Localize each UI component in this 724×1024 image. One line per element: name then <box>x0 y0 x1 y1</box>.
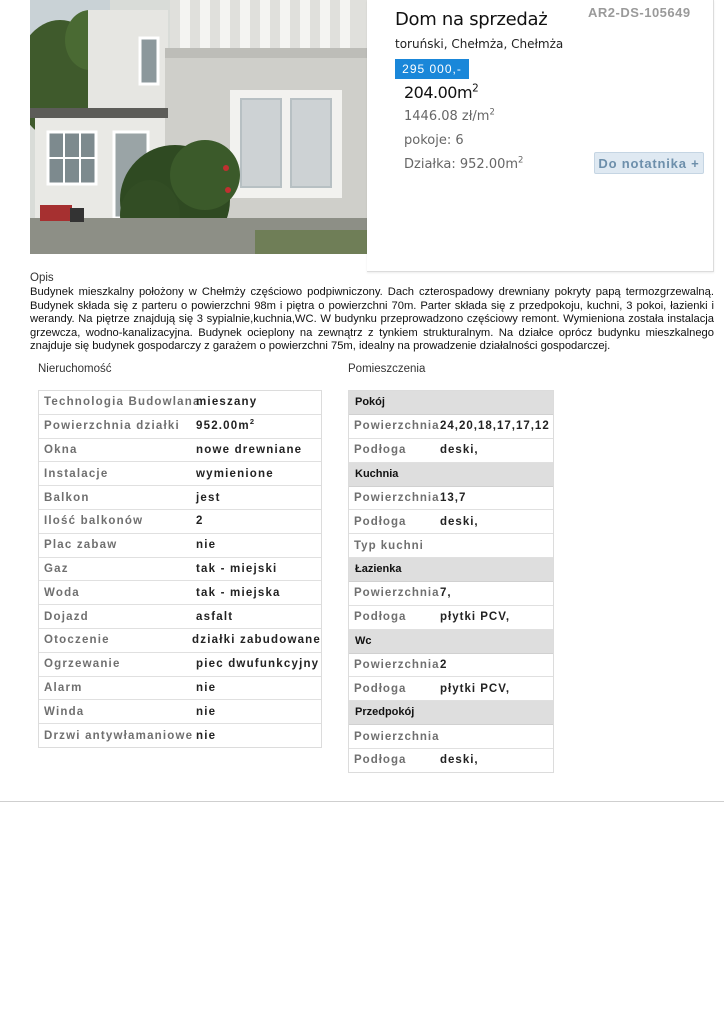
property-key: Powierzchnia działki <box>44 420 180 433</box>
table-row <box>349 582 553 606</box>
room-value: deski, <box>440 444 479 457</box>
area-unit-sup: 2 <box>472 82 479 95</box>
room-key: Powierzchnia <box>354 587 440 600</box>
room-value: płytki PCV, <box>440 611 511 624</box>
room-key: Typ kuchni <box>354 539 424 552</box>
plot-area-value: 952.00m <box>196 420 250 433</box>
room-key: Powierzchnia <box>354 658 440 671</box>
property-key: Alarm <box>44 681 83 694</box>
property-key: Winda <box>44 705 85 718</box>
description-label: Opis <box>30 272 54 284</box>
room-value: 2 <box>440 658 448 671</box>
table-row <box>349 415 553 439</box>
room-key: Powierzchnia <box>354 420 440 433</box>
table-row <box>349 606 553 630</box>
property-photo[interactable] <box>30 0 367 254</box>
property-value: nie <box>196 705 217 718</box>
property-key: Okna <box>44 443 78 456</box>
table-row <box>39 486 321 510</box>
table-row <box>39 391 321 415</box>
table-row <box>39 581 321 605</box>
table-row <box>39 724 321 747</box>
property-key: Ilość balkonów <box>44 515 144 528</box>
property-key: Dojazd <box>44 610 89 623</box>
table-row <box>39 510 321 534</box>
rooms-count: pokoje: 6 <box>404 133 464 148</box>
property-key: Ogrzewanie <box>44 658 121 671</box>
property-value: nowe drewniane <box>196 443 303 456</box>
table-row <box>349 439 553 463</box>
plot-area-unit-sup: 2 <box>249 417 256 427</box>
room-group-header: Łazienka <box>349 558 553 582</box>
add-to-notes-button[interactable]: Do notatnika + <box>594 152 704 174</box>
table-row <box>39 439 321 463</box>
table-row <box>39 677 321 701</box>
description-text: Budynek mieszkalny położony w Chełmży częściowo podpiwniczony. Dach czterospadowy drewniany pokryty papą termozgrzewalną. Budynek składa się z parteru o powierzchni 98m i piętra o powierzchni 70m. Parter składa się z przedpokoju, kuchni, 3 pokoi, łazienki i werandy. Na piętrze znajdują się 3 sypialnie,kuchnia,WC. W budynku przeprowadzono częściowy remont. Wymieniona została instalacja grzewcza, wodno-kanalizacyjna. Budynek ocieplony na zewnątrz z tynkiem strukturalnym. Na działce oprócz budynku mieszkalnego znajduje się budynek gospodarczy z garażem o powierzchni 75m, idealny na prowadzenie działalności gospodarczej. <box>30 286 714 353</box>
room-key: Powierzchnia <box>354 491 440 504</box>
property-value: nie <box>196 729 217 742</box>
table-row <box>349 510 553 534</box>
room-value: 24,20,18,17,17,12 <box>440 420 550 433</box>
room-value: deski, <box>440 754 479 767</box>
room-value: 7, <box>440 587 452 600</box>
price-per-square-meter <box>404 106 495 124</box>
ppm-value: 1446.08 zł/m <box>404 109 490 124</box>
plot-area <box>404 154 524 172</box>
room-key: Podłoga <box>354 611 407 624</box>
property-value: jest <box>196 491 221 504</box>
property-key: Otoczenie <box>44 634 110 647</box>
table-row <box>39 534 321 558</box>
table-row <box>349 749 553 772</box>
rooms-section-label: Pomieszczenia <box>348 363 426 375</box>
listing-area <box>404 83 478 102</box>
property-key: Instalacje <box>44 467 109 480</box>
table-row <box>39 653 321 677</box>
property-value: mieszany <box>196 396 258 409</box>
table-row <box>349 677 553 701</box>
plot-unit-sup: 2 <box>518 154 524 165</box>
area-value: 204.00m <box>404 83 473 102</box>
room-value: 13,7 <box>440 491 467 504</box>
property-value: nie <box>196 539 217 552</box>
property-key: Woda <box>44 586 80 599</box>
property-value: piec dwufunkcyjny <box>196 658 320 671</box>
room-key: Powierzchnia <box>354 730 440 743</box>
table-row <box>39 700 321 724</box>
table-row <box>39 558 321 582</box>
property-key: Gaz <box>44 562 69 575</box>
table-row <box>349 487 553 511</box>
room-key: Podłoga <box>354 754 407 767</box>
table-row <box>349 534 553 558</box>
property-value: tak - miejski <box>196 562 278 575</box>
table-row <box>39 605 321 629</box>
room-group-header: Kuchnia <box>349 463 553 487</box>
property-value: działki zabudowane <box>192 634 321 647</box>
ppm-unit-sup: 2 <box>489 106 495 117</box>
property-value: asfalt <box>196 610 234 623</box>
property-details-table <box>38 390 322 748</box>
room-key: Podłoga <box>354 444 407 457</box>
table-row <box>39 462 321 486</box>
room-value: deski, <box>440 515 479 528</box>
property-value: nie <box>196 681 217 694</box>
property-value: 2 <box>196 515 204 528</box>
property-value: tak - miejska <box>196 586 281 599</box>
property-value <box>196 417 256 433</box>
table-row <box>349 725 553 749</box>
property-key: Technologia Budowlana <box>44 396 201 409</box>
room-key: Podłoga <box>354 515 407 528</box>
property-key: Balkon <box>44 491 90 504</box>
room-group-header: Przedpokój <box>349 701 553 725</box>
room-key: Podłoga <box>354 682 407 695</box>
house-photo-image <box>30 0 367 254</box>
listing-title: Dom na sprzedaż <box>395 9 548 30</box>
reference-code: AR2-DS-105649 <box>588 5 691 20</box>
table-row <box>39 629 321 653</box>
property-section-label: Nieruchomość <box>38 363 112 375</box>
room-group-header: Wc <box>349 630 553 654</box>
room-value: płytki PCV, <box>440 682 511 695</box>
table-row <box>39 415 321 439</box>
price-badge: 295 000,- <box>395 59 469 79</box>
table-row <box>349 654 553 678</box>
room-group-header: Pokój <box>349 391 553 415</box>
rooms-details-table <box>348 390 554 773</box>
listing-location: toruński, Chełmża, Chełmża <box>395 37 564 51</box>
plot-value: Działka: 952.00m <box>404 157 519 172</box>
property-key: Plac zabaw <box>44 539 118 552</box>
property-key: Drzwi antywłamaniowe <box>44 729 194 742</box>
page-divider <box>0 801 724 802</box>
property-value: wymienione <box>196 467 274 480</box>
